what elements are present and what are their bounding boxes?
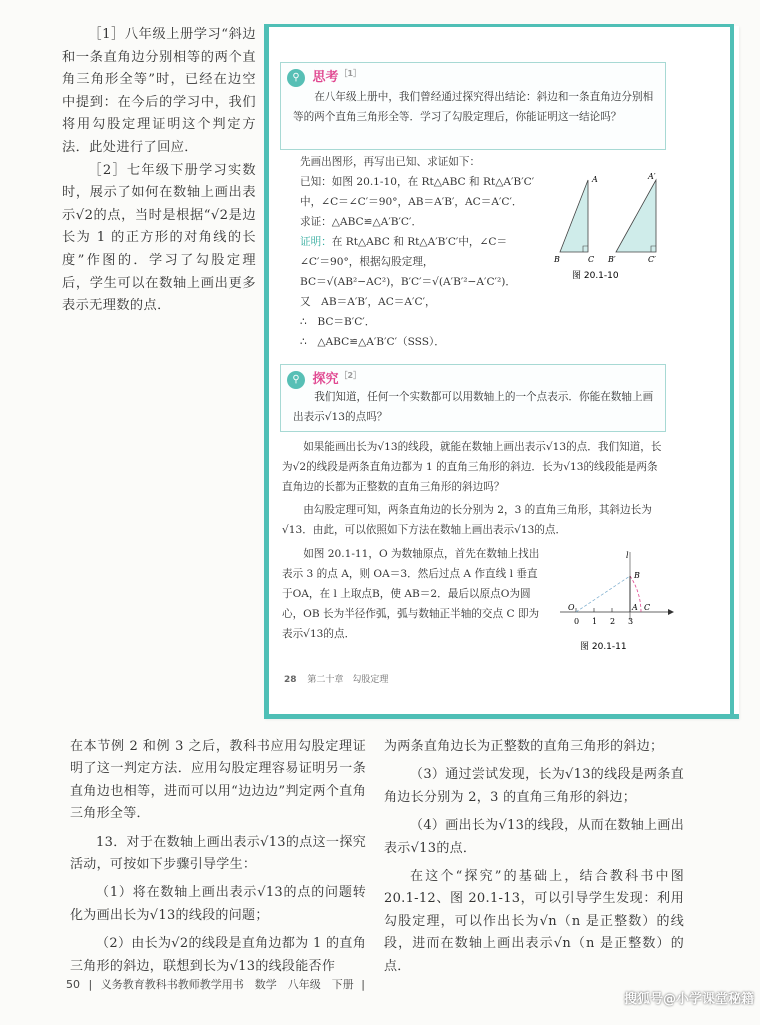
explore-ref: ［2］ [339, 370, 362, 380]
think-box-header [287, 66, 361, 87]
label-l: l [626, 551, 629, 560]
think-text: 在八年级上册中，我们曾经通过探究得出结论：斜边和一条直角边分别相等的两个直角三角形全等．学习了勾股定理后，你能证明这一结论吗？ [293, 91, 654, 123]
paragraph: 13．对于在数轴上画出表示√13的点这一探究活动，可按如下步骤引导学生： [70, 834, 366, 873]
textbook-chapter: 第二十章 勾股定理 [307, 675, 389, 685]
paragraph: 在这个“探究”的基础上，结合教科书中图 20.1-12、图 20.1-13，可以引导学生发现：利用勾股定理，可以作出长为√n（n 是正整数）的线段，进而在数轴上画出表示√n（n 是正整数）的点． [384, 869, 684, 974]
label-A: A [632, 603, 638, 612]
explore-para-2: 由勾股定理可知，两条直角边的长分别为 2，3 的直角三角形，其斜边长为√13．由此，可以依照如下方法在数轴上画出表示√13的点． [282, 504, 652, 536]
proof-line: 又 AB＝A′B′，AC＝A′C′， [300, 296, 436, 308]
right-column [384, 736, 684, 984]
tick-label: 3 [628, 617, 634, 626]
textbook-footer [284, 672, 388, 685]
paragraph: （4）画出长为√13的线段，从而在数轴上画出表示√13的点． [384, 818, 684, 856]
page-footer: 50 | 义务教育教科书教师教学用书 数学 八年级 下册 | [66, 978, 365, 991]
label-B-prime: B′ [608, 255, 616, 264]
proof-line: 中，∠C＝∠C′＝90°，AB＝A′B′，AC＝A′C′． [300, 196, 523, 208]
proof-line: BC＝√(AB²−AC²)，B′C′＝√(A′B′²−A′C′²)． [300, 276, 516, 288]
explore-text: 我们知道，任何一个实数都可以用数轴上的一个点表示．你能在数轴上画出表示√13的点吗？ [293, 391, 654, 423]
proof-line: ∴ △ABC≌△A′B′C′（SSS）． [300, 336, 445, 348]
paragraph: （3）通过尝试发现，长为√13的线段是两条直角边长分别为 2，3 的直角三角形的斜边； [384, 767, 684, 805]
tick-label: 2 [610, 617, 616, 626]
triangle-a2b2c2 [616, 180, 656, 252]
explore-para-3: 如图 20.1-11，O 为数轴原点，首先在数轴上找出表示 3 的点 A，则 OA＝3．然后过点 A 作直线 l 垂直于OA，在 l 上取点B，使 AB＝2．最后以原点O为圆心，OB 长为半径作弧，弧与数轴正半轴的交点 C 即为表示√13的点． [282, 548, 540, 640]
proof-label: 证明： [300, 236, 332, 248]
tick-label: 0 [574, 617, 580, 626]
page-number: 50 [66, 978, 80, 991]
label-A-prime: A′ [648, 172, 656, 181]
label-B: B [634, 571, 640, 580]
explore-title: 探究 [312, 372, 339, 387]
think-box [280, 62, 666, 150]
label-A: A [592, 175, 598, 184]
textbook-top-border [264, 24, 734, 27]
figure-20-1-10 [548, 170, 668, 285]
segment-OB [576, 576, 630, 612]
book-title: 义务教育教科书教师教学用书 数学 八年级 下册 [100, 978, 354, 991]
watermark: 搜狐号@小学课堂秘籍 [623, 992, 754, 1007]
side-notes [62, 24, 256, 318]
left-column [70, 736, 366, 984]
think-ref: ［1］ [339, 68, 362, 78]
explore-box-header [287, 368, 361, 389]
figure-caption: 图 20.1-10 [572, 271, 619, 281]
proof-line: 已知：如图 20.1-10，在 Rt△ABC 和 Rt△A′B′C′ [300, 176, 535, 188]
label-O: O [568, 603, 575, 612]
magnifier-icon: ⚲ [287, 371, 305, 389]
paragraph: （1）将在数轴上画出表示√13的点的问题转化为画出长为√13的线段的问题； [70, 885, 366, 923]
magnifier-icon: ⚲ [287, 69, 305, 87]
proof-line: 证明：在 Rt△ABC 和 Rt△A′B′C′中，∠C＝ [300, 236, 508, 248]
proof-line: ∠C′＝90°，根据勾股定理， [300, 256, 434, 268]
proof-line: ∴ BC＝B′C′． [300, 316, 376, 328]
explore-para-1: 如果能画出长为√13的线段，就能在数轴上画出表示√13的点．我们知道，长为√2的线段是两条直角边都为 1 的直角三角形的斜边．长为√13的线段能是两条直角边的长都为正整数的直角三角形的斜边吗？ [282, 441, 662, 493]
label-C: C [588, 255, 595, 264]
paragraph: 在本节例 2 和例 3 之后，教科书应用勾股定理证明了这一判定方法．应用勾股定理容易证明另一条直角边也相等，进而可以用“边边边”判定两个直角三角形全等． [70, 739, 366, 822]
label-C-prime: C′ [648, 255, 656, 264]
label-C: C [644, 603, 651, 612]
axis-arrow [668, 609, 674, 615]
figure-caption: 图 20.1-11 [580, 642, 627, 652]
think-title: 思考 [312, 70, 339, 85]
paragraph: 为两条直角边长为正整数的直角三角形的斜边； [384, 739, 664, 754]
textbook-page-number: 28 [284, 675, 297, 685]
proof-line: 先画出图形，再写出已知、求证如下： [300, 156, 481, 168]
figure-20-1-11 [556, 548, 676, 658]
paragraph: （2）由长为√2的线段是直角边都为 1 的直角三角形的斜边，联想到长为√13的线段能否作 [70, 936, 366, 974]
proof-line: 求证：△ABC≌△A′B′C′． [300, 216, 423, 228]
textbook-right-border [730, 24, 734, 714]
triangle-abc [560, 180, 588, 252]
tick-label: 1 [592, 617, 598, 626]
side-note-2: ［2］七年级下册学习实数时，展示了如何在数轴上画出表示√2的点，当时是根据“√2是边长为 1 的正方形的对角线的长度”作图的．学习了勾股定理后，学生可以在数轴上画出更多表示无理数的点． [62, 162, 256, 314]
side-note-1: ［1］八年级上册学习“斜边和一条直角边分别相等的两个直角三角形全等”时，已经在边空中提到：在今后的学习中，我们将用勾股定理证明这个判定方法．此处进行了回应． [62, 27, 256, 155]
label-B: B [554, 255, 560, 264]
proof-block [300, 152, 550, 352]
explore-box [280, 364, 666, 432]
